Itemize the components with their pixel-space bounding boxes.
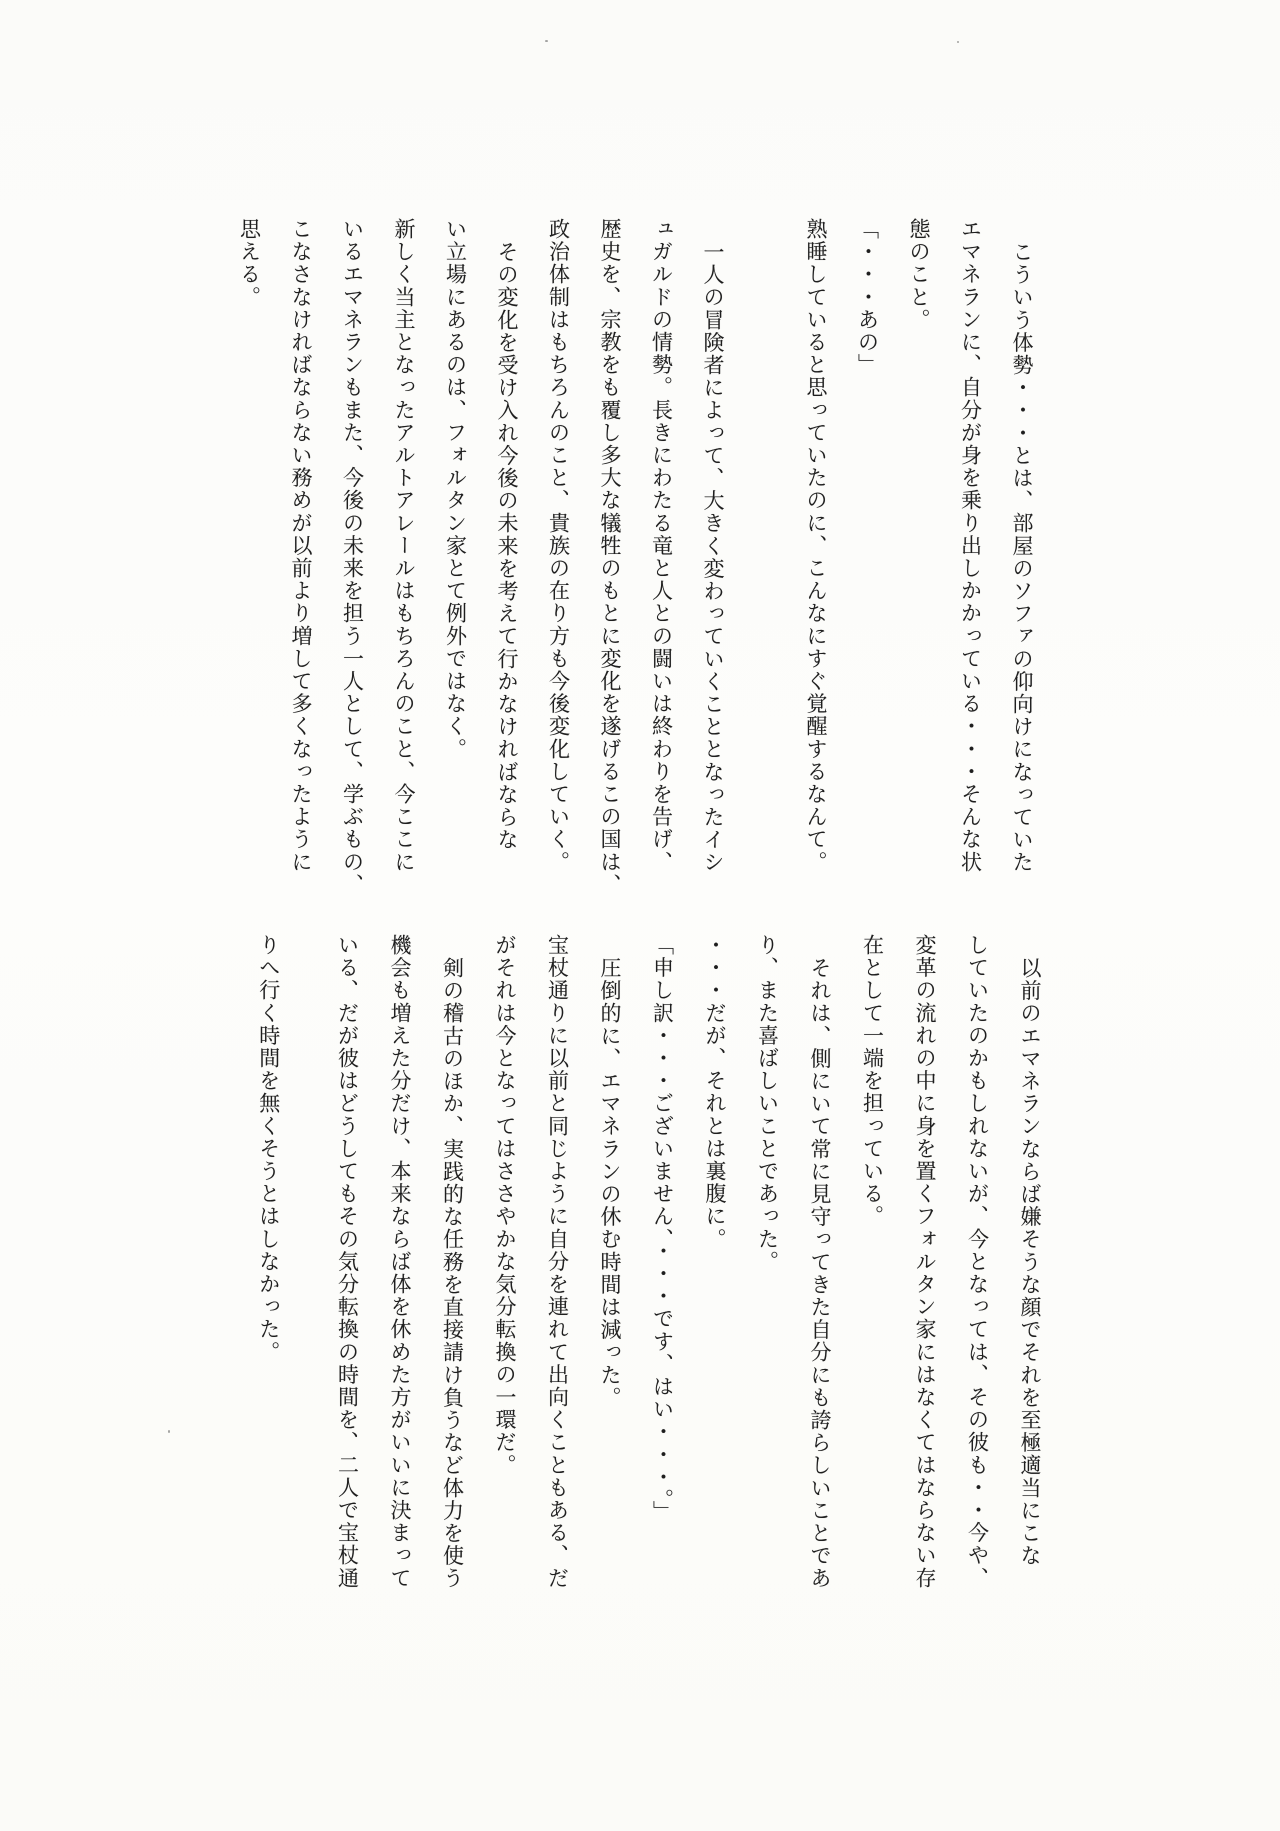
text-column: その変化を受け入れ今後の未来を考えて行かなければならな <box>495 241 519 852</box>
text-column: 機会も増えた分だけ、本来ならば体を休めた方がいいに決まって <box>388 934 412 1590</box>
text-column: い立場にあるのは、フォルタン家とて例外ではなく。 <box>443 218 468 761</box>
scan-speck <box>545 40 548 42</box>
text-column: 在として一端を担っている。 <box>860 934 885 1228</box>
text-column: 新しく当主となったアルトアレールはもちろんのこと、今ここに <box>392 218 416 874</box>
scan-speck <box>957 41 959 43</box>
text-column: 以前のエマネランならば嫌そうな顔でそれを至極適当にこな <box>1018 957 1042 1568</box>
scan-speck <box>168 1430 170 1433</box>
text-column: 「申し訳・・・ございません、・・・です、はい・・・。」 <box>650 934 675 1524</box>
text-column: していたのかもしれないが、今となっては、その彼も・・今や、 <box>965 934 990 1590</box>
text-column: 剣の稽古のほか、実践的な任務を直接請け負うなど体力を使う <box>440 957 465 1590</box>
text-column: 宝杖通りに以前と同じように自分を連れて出向くこともある、だ <box>545 934 570 1590</box>
text-column: 圧倒的に、エマネランの休む時間は減った。 <box>598 957 622 1409</box>
text-column: 態のこと。 <box>907 218 931 331</box>
text-column: りへ行く時間を無くそうとはしなかった。 <box>256 934 281 1364</box>
text-column: 政治体制はもちろんのこと、貴族の在り方も今後変化していく。 <box>546 218 571 874</box>
text-column: 一人の冒険者によって、大きく変わっていくこととなったイシ <box>701 241 725 874</box>
text-column: 歴史を、宗教をも覆し多大な犠牲のもとに変化を遂げるこの国は、 <box>598 218 622 896</box>
text-column: ・・・だが、それとは裏腹に。 <box>703 934 727 1251</box>
text-column: ュガルドの情勢。長きにわたる竜と人との闘いは終わりを告げ、 <box>649 218 674 874</box>
text-column: いる、だが彼はどうしてもその気分転換の時間を、二人で宝杖通 <box>335 934 360 1590</box>
text-column: 「・・・あの」 <box>855 218 880 377</box>
text-column: こういう体勢・・・とは、部屋のソファの仰向けになっていた <box>1010 241 1034 874</box>
text-column: 変革の流れの中に身を置くフォルタン家にはなくてはならない存 <box>913 934 937 1590</box>
text-column: がそれは今となってはささやかな気分転換の一環だ。 <box>493 934 517 1477</box>
text-column: いるエマネランもまた、今後の未来を担う一人として、学ぶもの、 <box>340 218 365 896</box>
text-column: り、また喜ばしいことであった。 <box>755 934 780 1273</box>
text-column: 熟睡していると思っていたのに、こんなにすぐ覚醒するなんて。 <box>804 218 828 874</box>
text-column: それは、側にいて常に見守ってきた自分にも誇らしいことであ <box>808 957 832 1590</box>
text-column: こなさなければならない務めが以前より増して多くなったように <box>289 218 313 874</box>
text-column: エマネランに、自分が身を乗り出しかかっている・・・そんな状 <box>958 218 983 874</box>
text-column: 思える。 <box>237 218 262 309</box>
